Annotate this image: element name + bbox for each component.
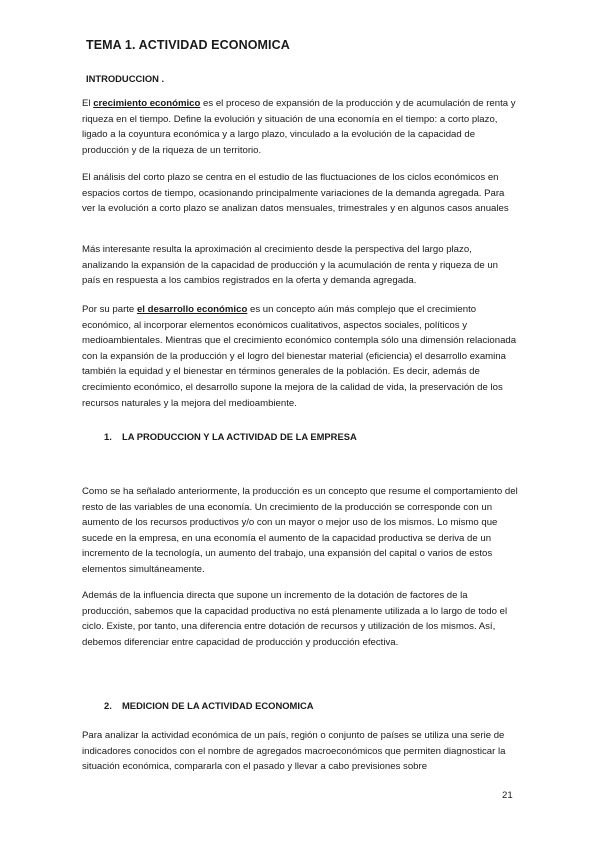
paragraph-text: es el proceso de expansión de la producción y de acumulación de renta y riqueza en el tiempo. Define la evolución y situación de una economía en el tiempo: a corto plazo, ligado a la coyuntura económica y a largo plazo, vinculado a la evolución de la capacidad de producción y de la riqueza de un territorio. bbox=[82, 98, 516, 156]
page-number: 21 bbox=[502, 790, 513, 801]
paragraph-capacidad: Además de la influencia directa que supone un incremento de la dotación de factores de la producción, sabemos que la capacidad productiva no está plenamente utilizada a lo largo de todo el ciclo. Existe, por tanto, una diferencia entre dotación de recursos y utilización de los mismos. Así, debemos diferenciar entre capacidad de producción y producción efectiva. bbox=[82, 590, 508, 648]
document-title: TEMA 1. ACTIVIDAD ECONOMICA bbox=[86, 38, 290, 52]
paragraph-corto-plazo: El análisis del corto plazo se centra en el estudio de las fluctuaciones de los ciclos económicos en espacios cortos de tiempo, ocasionando principalmente variaciones de la demanda agregada. Para ver la evolución a corto plazo se analizan datos mensuales, trimestrales y en algunos casos anuales bbox=[82, 172, 509, 215]
paragraph-text: El bbox=[82, 98, 94, 109]
section-number: 1. bbox=[104, 431, 112, 442]
section-title: MEDICION DE LA ACTIVIDAD ECONOMICA bbox=[122, 700, 314, 711]
section-title: LA PRODUCCION Y LA ACTIVIDAD DE LA EMPRESA bbox=[122, 431, 357, 442]
term-crecimiento-economico: crecimiento económico bbox=[93, 98, 201, 109]
paragraph-crecimiento bbox=[82, 96, 518, 158]
intro-heading: INTRODUCCION . bbox=[86, 73, 165, 84]
paragraph-medicion: Para analizar la actividad económica de un país, región o conjunto de países se utiliza una serie de indicadores conocidos con el nombre de agregados macroeconómicos que permiten diagnosticar la situación económica, compararla con el pasado y llevar a cabo previsiones sobre bbox=[82, 730, 506, 773]
paragraph-text: es un concepto aún más complejo que el crecimiento económico, al incorporar elementos económicos cualitativos, aspectos sociales, políticos y medioambientales. Mientras que el crecimiento económico contempla sólo una dimensión relacionada con la expansión de la producción y el logro del bienestar material (eficiencia) el desarrollo examina también la equidad y el bienestar en términos generales de la población. Es decir, además de crecimiento económico, el desarrollo supone la mejora de la calidad de vida, la preservación de los recursos naturales y la mejora del medioambiente. bbox=[82, 304, 517, 409]
section-heading-2 bbox=[104, 700, 314, 711]
paragraph-largo-plazo: Más interesante resulta la aproximación al crecimiento desde la perspectiva del largo plazo, analizando la expansión de la capacidad de producción y la acumulación de renta y riqueza de un país en respuesta a los cambios registrados en la oferta y demanda agregada. bbox=[82, 244, 499, 287]
section-number: 2. bbox=[104, 700, 112, 711]
paragraph-text: Por su parte bbox=[82, 304, 137, 315]
term-desarrollo-economico: el desarrollo económico bbox=[136, 304, 248, 315]
paragraph-desarrollo bbox=[82, 302, 518, 411]
paragraph-produccion: Como se ha señalado anteriormente, la producción es un concepto que resume el comportamiento del resto de las variables de una economía. Un crecimiento de la producción se corresponde con un aumento de los recursos productivos y/o con un mayor o mejor uso de los mismos. Lo mismo que sucede en la empresa, en una economía el aumento de la capacidad productiva se deriva de un incremento de la tecnología, un aumento del trabajo, una expansión del capital o varios de estos elementos simultáneamente. bbox=[82, 486, 518, 575]
section-heading-1 bbox=[104, 431, 357, 442]
